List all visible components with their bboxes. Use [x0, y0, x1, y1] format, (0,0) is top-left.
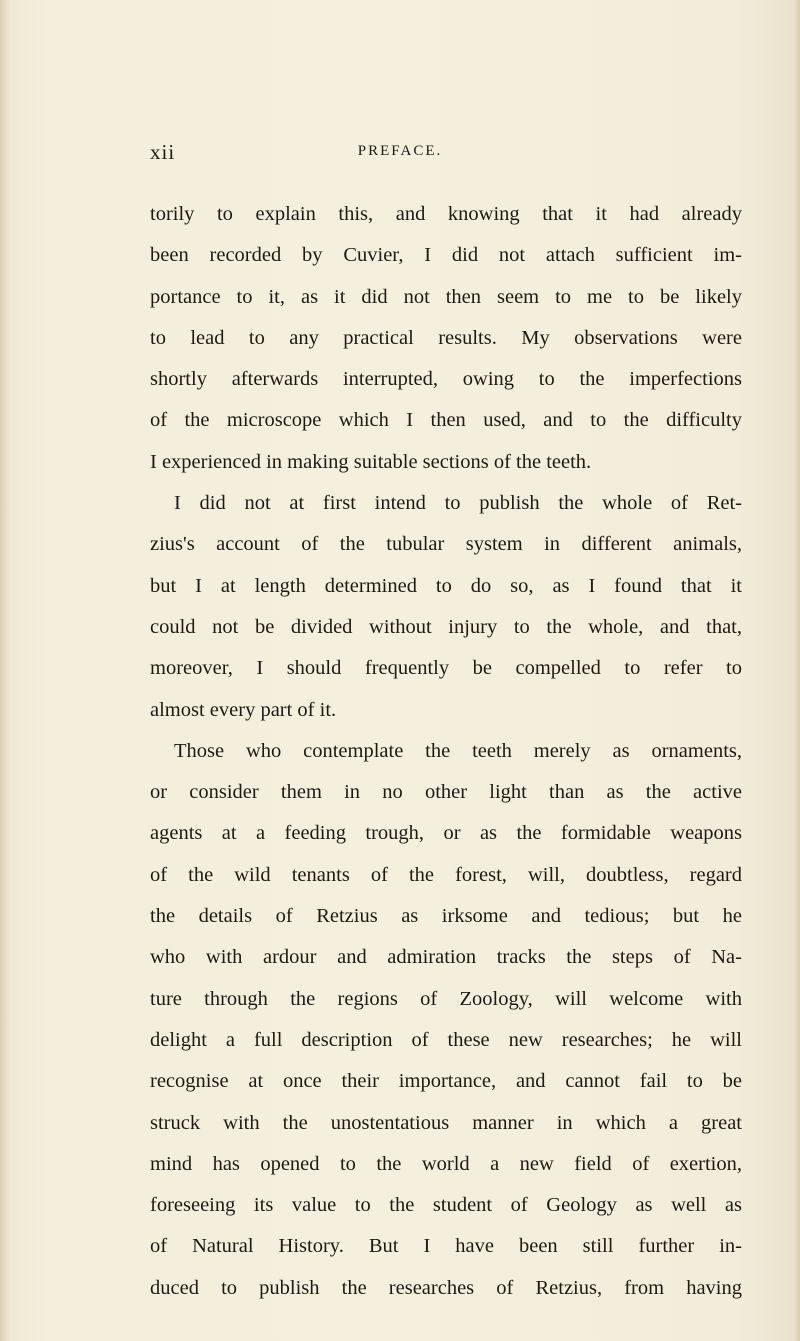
text-line: been recorded by Cuvier, I did not attach sufficient im- [150, 244, 742, 267]
text-line: recognise at once their importance, and cannot fail to be [150, 1070, 742, 1093]
text-line: foreseeing its value to the student of Geology as well as [150, 1194, 742, 1217]
text-line: almost every part of it. [150, 698, 337, 721]
text-line: Those who contemplate the teeth merely as ornaments, [174, 739, 742, 762]
text-line: of the microscope which I then used, and to the difficulty [150, 409, 742, 432]
page-number: xii [150, 140, 176, 164]
text-line: I did not at first intend to publish the whole of Ret- [174, 492, 742, 515]
text-line: zius's account of the tubular system in different animals, [150, 533, 742, 556]
text-line: duced to publish the researches of Retzius, from having [150, 1276, 742, 1299]
text-line: the details of Retzius as irksome and tedious; but he [150, 905, 742, 928]
text-line: shortly afterwards interrupted, owing to the imperfections [150, 368, 742, 391]
paragraph [150, 194, 742, 483]
page-header [0, 140, 800, 170]
text-line: agents at a feeding trough, or as the formidable weapons [150, 822, 742, 845]
text-line: could not be divided without injury to the whole, and that, [150, 615, 742, 638]
text-line: or consider them in no other light than as the active [150, 781, 742, 804]
text-line: but I at length determined to do so, as I found that it [150, 574, 742, 597]
page-gutter-shadow [0, 0, 10, 1341]
text-line: torily to explain this, and knowing that it had already [150, 203, 742, 225]
text-line: who with ardour and admiration tracks the steps of Na- [150, 946, 742, 969]
text-line: mind has opened to the world a new field of exertion, [150, 1152, 742, 1175]
running-head: PREFACE. [357, 143, 443, 159]
page-edge-shadow [794, 0, 800, 1341]
text-line: of the wild tenants of the forest, will, doubtless, regard [150, 863, 742, 886]
text-line: to lead to any practical results. My observations were [150, 326, 742, 349]
text-line: struck with the unostentatious manner in which a great [150, 1111, 742, 1134]
paragraph [150, 731, 742, 1309]
body-text [150, 194, 742, 1309]
text-line: delight a full description of these new researches; he will [150, 1028, 742, 1051]
text-line: of Natural History. But I have been still further in- [150, 1235, 742, 1258]
paragraph [150, 483, 742, 731]
text-line: portance to it, as it did not then seem to me to be likely [150, 285, 742, 308]
text-line: I experienced in making suitable sections of the teeth. [150, 450, 592, 473]
text-line: moreover, I should frequently be compelled to refer to [150, 657, 742, 680]
text-line: ture through the regions of Zoology, will welcome with [150, 987, 742, 1010]
